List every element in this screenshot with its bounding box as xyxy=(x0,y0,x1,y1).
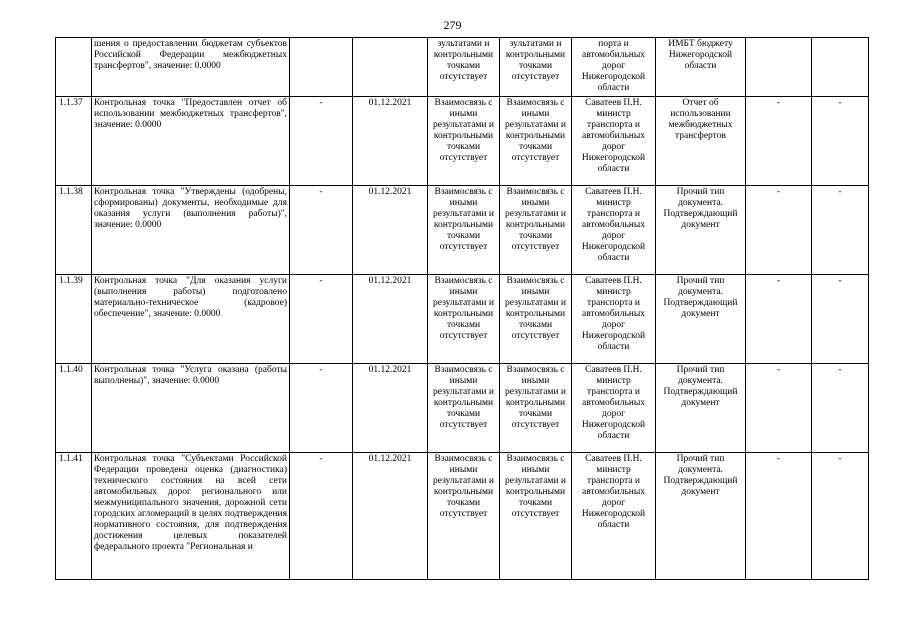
end-date-cell: 01.12.2021 xyxy=(353,97,428,186)
successor-link-cell: Взаимосвязь с иными результатами и контрольными точками отсутствует xyxy=(500,97,572,186)
document-type-cell: ИМБТ бюджету Нижегородской области xyxy=(656,38,746,97)
successor-link-cell: Взаимосвязь с иными результатами и контрольными точками отсутствует xyxy=(500,275,572,364)
responsible-cell: Саватеев П.Н. министр транспорта и автомобильных дорог Нижегородской области xyxy=(572,97,656,186)
table-row xyxy=(56,186,869,275)
start-date-cell: - xyxy=(290,453,353,580)
predecessor-link-cell: зультатами и контрольными точками отсутствует xyxy=(428,38,500,97)
page-number: 279 xyxy=(443,18,462,32)
control-points-table xyxy=(55,37,869,580)
start-date-cell xyxy=(290,38,353,97)
start-date-cell: - xyxy=(290,364,353,453)
table-row xyxy=(56,453,869,580)
document-type-cell: Отчет об использовании межбюджетных трансфертов xyxy=(656,97,746,186)
extra-cell-10: - xyxy=(812,364,869,453)
extra-cell-10: - xyxy=(812,275,869,364)
document-type-cell: Прочий тип документа. Подтверждающий документ xyxy=(656,364,746,453)
predecessor-link-cell: Взаимосвязь с иными результатами и контрольными точками отсутствует xyxy=(428,186,500,275)
responsible-cell: Саватеев П.Н. министр транспорта и автомобильных дорог Нижегородской области xyxy=(572,275,656,364)
successor-link-cell: зультатами и контрольными точками отсутствует xyxy=(500,38,572,97)
end-date-cell: 01.12.2021 xyxy=(353,186,428,275)
responsible-cell: Саватеев П.Н. министр транспорта и автомобильных дорог Нижегородской области xyxy=(572,364,656,453)
control-point-description: Контрольная точка "Для оказания услуги (выполнения работы) подготовлено материально-техническое (кадровое) обеспечение", значение: 0.0000 xyxy=(92,275,290,364)
extra-cell-9: - xyxy=(746,275,812,364)
row-number-cell: 1.1.41 xyxy=(56,453,92,580)
row-number-cell: 1.1.40 xyxy=(56,364,92,453)
extra-cell-10: - xyxy=(812,186,869,275)
predecessor-link-cell: Взаимосвязь с иными результатами и контрольными точками отсутствует xyxy=(428,453,500,580)
control-point-description: Контрольная точка "Субъектами Российской Федерации проведена оценка (диагностика) технического состояния на всей сети автомобильных дорог регионального или межмуниципального значения, дорожной сети городских агломераций в целях подтверждения нормативного состояния, для подтверждения достижения целевых показателей федерального проекта "Региональная и xyxy=(92,453,290,580)
successor-link-cell: Взаимосвязь с иными результатами и контрольными точками отсутствует xyxy=(500,364,572,453)
extra-cell-9: - xyxy=(746,453,812,580)
document-type-cell: Прочий тип документа. Подтверждающий документ xyxy=(656,453,746,580)
predecessor-link-cell: Взаимосвязь с иными результатами и контрольными точками отсутствует xyxy=(428,97,500,186)
table-row xyxy=(56,97,869,186)
end-date-cell: 01.12.2021 xyxy=(353,275,428,364)
document-type-cell: Прочий тип документа. Подтверждающий документ xyxy=(656,275,746,364)
end-date-cell: 01.12.2021 xyxy=(353,364,428,453)
end-date-cell: 01.12.2021 xyxy=(353,453,428,580)
control-point-description: шения о предоставлении бюджетам субъектов Российской Федерации межбюджетных трансфертов", значение: 0.0000 xyxy=(92,38,290,97)
responsible-cell: Саватеев П.Н. министр транспорта и автомобильных дорог Нижегородской области xyxy=(572,186,656,275)
document-type-cell: Прочий тип документа. Подтверждающий документ xyxy=(656,186,746,275)
row-number-cell xyxy=(56,38,92,97)
table-row xyxy=(56,364,869,453)
predecessor-link-cell: Взаимосвязь с иными результатами и контрольными точками отсутствует xyxy=(428,275,500,364)
predecessor-link-cell: Взаимосвязь с иными результатами и контрольными точками отсутствует xyxy=(428,364,500,453)
extra-cell-10: - xyxy=(812,97,869,186)
table-row xyxy=(56,275,869,364)
start-date-cell: - xyxy=(290,186,353,275)
extra-cell-9: - xyxy=(746,186,812,275)
control-point-description: Контрольная точка "Предоставлен отчет об использовании межбюджетных трансфертов", значение: 0.0000 xyxy=(92,97,290,186)
responsible-cell: порта и автомобильных дорог Нижегородской области xyxy=(572,38,656,97)
end-date-cell xyxy=(353,38,428,97)
row-number-cell: 1.1.39 xyxy=(56,275,92,364)
start-date-cell: - xyxy=(290,275,353,364)
control-point-description: Контрольная точка "Утверждены (одобрены, сформированы) документы, необходимые для оказания услуги (выполнения работы)", значение: 0.0000 xyxy=(92,186,290,275)
extra-cell-10: - xyxy=(812,453,869,580)
successor-link-cell: Взаимосвязь с иными результатами и контрольными точками отсутствует xyxy=(500,453,572,580)
successor-link-cell: Взаимосвязь с иными результатами и контрольными точками отсутствует xyxy=(500,186,572,275)
control-point-description: Контрольная точка "Услуга оказана (работы выполнены)", значение: 0.0000 xyxy=(92,364,290,453)
extra-cell-9: - xyxy=(746,97,812,186)
row-number-cell: 1.1.38 xyxy=(56,186,92,275)
table-row xyxy=(56,38,869,97)
extra-cell-9 xyxy=(746,38,812,97)
extra-cell-10 xyxy=(812,38,869,97)
extra-cell-9: - xyxy=(746,364,812,453)
responsible-cell: Саватеев П.Н. министр транспорта и автомобильных дорог Нижегородской области xyxy=(572,453,656,580)
start-date-cell: - xyxy=(290,97,353,186)
row-number-cell: 1.1.37 xyxy=(56,97,92,186)
